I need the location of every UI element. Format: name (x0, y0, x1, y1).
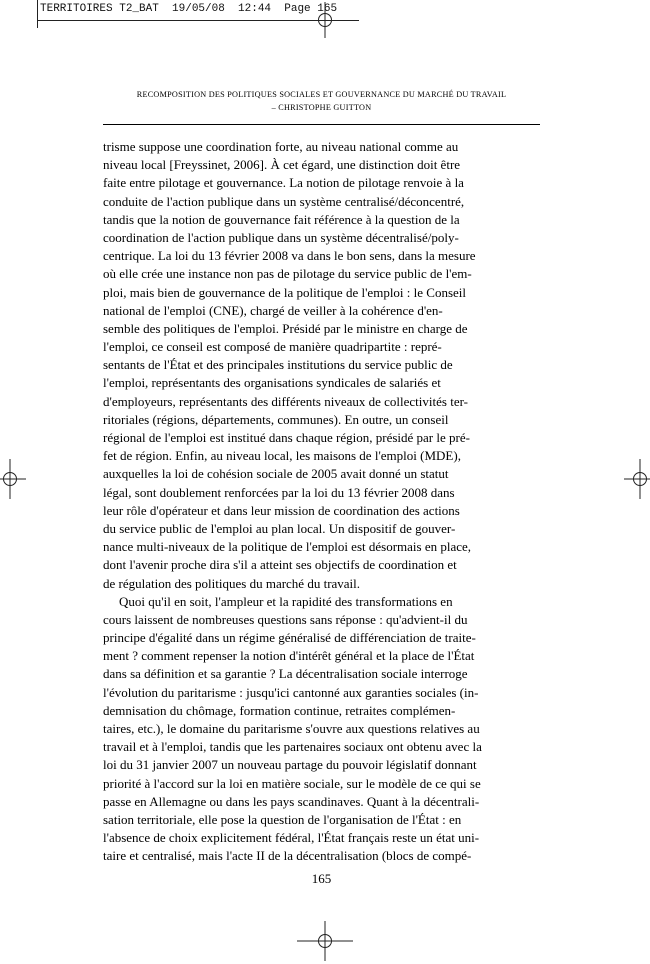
text-line: conduite de l'action publique dans un système centralisé/déconcentré, (103, 193, 465, 209)
text-line: dans sa définition et sa garantie ? La décentralisation sociale interroge (103, 666, 468, 682)
text-line: l'emploi, ce conseil est composé de manière quadripartite : repré- (103, 339, 442, 355)
text-line: l'emploi, représentants des organisations syndicales de salariés et (103, 375, 441, 391)
text-line: centrique. La loi du 13 février 2008 va dans le bon sens, dans la mesure (103, 248, 476, 264)
text-line: l'absence de choix explicitement fédéral, l'État français reste un état uni- (103, 830, 480, 846)
text-line: coordination de l'action publique dans un système décentralisé/poly- (103, 229, 459, 245)
text-line: d'employeurs, représentants des différents niveaux de collectivités ter- (103, 393, 468, 409)
registration-mark-right-middle (622, 459, 650, 499)
print-slug: TERRITOIRES T2_BAT 19/05/08 12:44 Page 165 (40, 3, 338, 15)
header-rule (103, 124, 540, 125)
text-line: loi du 31 janvier 2007 un nouveau partage du pouvoir législatif donnant (103, 757, 477, 773)
text-line: de régulation des politiques du marché du travail. (103, 575, 361, 591)
text-line: taire et centralisé, mais l'acte II de la décentralisation (blocs de compé- (103, 848, 472, 864)
text-line: auxquelles la loi de cohésion sociale de 2005 avait donné un statut (103, 466, 449, 482)
text-line: priorité à l'accord sur la loi en matière sociale, sur le modèle de ce qui se (103, 775, 481, 791)
text-line: demnisation du chômage, formation continue, retraites complémen- (103, 702, 456, 718)
text-line: national de l'emploi (CNE), chargé de veiller à la cohérence d'en- (103, 302, 443, 318)
text-line: ment ? comment repenser la notion d'intérêt général et la place de l'État (103, 648, 475, 664)
text-line: faite entre pilotage et gouvernance. La notion de pilotage renvoie à la (103, 175, 464, 191)
text-line: l'évolution du paritarisme : jusqu'ici cantonné aux garanties sociales (in- (103, 684, 479, 700)
text-line: légal, sont doublement renforcées par la loi du 13 février 2008 dans (103, 484, 455, 500)
registration-mark-left-middle (0, 459, 28, 499)
text-line: trisme suppose une coordination forte, au niveau national comme au (103, 139, 459, 154)
text-line: passe en Allemagne ou dans les pays scandinaves. Quant à la décentrali- (103, 793, 480, 809)
text-line: cours laissent de nombreuses questions sans réponse : qu'advient-il du (103, 611, 468, 627)
text-line: fet de région. Enfin, au niveau local, les maisons de l'emploi (MDE), (103, 448, 461, 464)
running-head-author: – CHRISTOPHE GUITTON (271, 103, 372, 112)
text-line: principe d'égalité dans un régime généralisé de différenciation de traite- (103, 630, 476, 646)
text-line: où elle crée une instance non pas de pilotage du service public de l'em- (103, 266, 472, 282)
body-text (103, 138, 540, 866)
text-line: leur rôle d'opérateur et dans leur mission de coordination des actions (103, 502, 460, 518)
text-line: niveau local [Freyssinet, 2006]. À cet égard, une distinction doit être (103, 157, 461, 173)
text-line: ritoriales (régions, départements, communes). En outre, un conseil (103, 411, 449, 427)
text-line: tandis que la notion de gouvernance fait référence à la question de la (103, 211, 460, 227)
text-line: nance multi-niveaux de la politique de l'emploi est désormais en place, (103, 539, 472, 555)
text-line: sentants de l'État et des principales institutions du service public de (103, 357, 453, 373)
text-line: dont l'avenir proche dira s'il a atteint ses objectifs de coordination et (103, 557, 457, 573)
text-line: Quoi qu'il en soit, l'ampleur et la rapidité des transformations en (119, 593, 453, 609)
text-line: travail et à l'emploi, tandis que les partenaires sociaux ont obtenu avec la (103, 739, 482, 755)
text-line: régional de l'emploi est institué dans chaque région, présidé par le pré- (103, 430, 470, 445)
registration-mark-top-center (305, 0, 345, 40)
text-line: semble des politiques de l'emploi. Présidé par le ministre en charge de (103, 320, 468, 336)
crop-mark-vertical-top-left (37, 0, 38, 28)
text-line: sation territoriale, elle pose la question de l'organisation de l'État : en (103, 811, 462, 827)
running-head-title: RECOMPOSITION DES POLITIQUES SOCIALES ET GOUVERNANCE DU MARCHÉ DU TRAVAIL (136, 90, 507, 99)
registration-mark-bottom-center (297, 921, 353, 961)
page-number: 165 (311, 871, 332, 886)
running-head (103, 90, 540, 112)
text-line: du service public de l'emploi au plan local. Un dispositif de gouver- (103, 520, 456, 536)
text-line: ploi, mais bien de gouvernance de la politique de l'emploi : le Conseil (103, 284, 467, 300)
text-line: taires, etc.), le domaine du paritarisme s'ouvre aux questions relatives au (103, 721, 480, 736)
